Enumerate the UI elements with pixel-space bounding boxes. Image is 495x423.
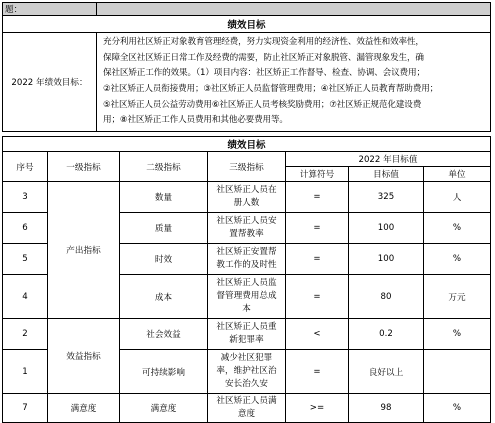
cell-level3 xyxy=(208,244,286,275)
cell-level3-line: 新犯罪率 xyxy=(229,335,264,345)
cell-level3 xyxy=(208,275,286,319)
cell-level3-line: 本 xyxy=(242,304,251,314)
cell-seq: 4 xyxy=(3,275,48,319)
cell-calc: = xyxy=(286,182,349,213)
cell-level3-line: 安长治久安 xyxy=(225,379,268,389)
cell-value: 325 xyxy=(349,182,424,213)
cell-unit: % xyxy=(424,213,491,244)
goal-table xyxy=(2,2,491,132)
header-target-group: 2022 年目标值 xyxy=(286,152,491,167)
goal-line: 用；⑧社区矫正工作人员费用和其他必要费用等。 xyxy=(103,115,288,126)
cell-level3 xyxy=(208,213,286,244)
cell-value: 80 xyxy=(349,275,424,319)
cell-calc: = xyxy=(286,213,349,244)
cell-value: 100 xyxy=(349,213,424,244)
group-satisfaction: 满意度 xyxy=(48,394,120,423)
indicator-table xyxy=(2,136,491,423)
gray-header-cell xyxy=(97,3,491,16)
cell-seq: 2 xyxy=(3,319,48,350)
table-row xyxy=(3,182,491,213)
cell-level3-line: 率，维护社区治 xyxy=(216,366,277,376)
header-calc: 计算符号 xyxy=(286,167,349,182)
cell-level2: 时效 xyxy=(120,244,208,275)
cell-level2: 数量 xyxy=(120,182,208,213)
table-row xyxy=(3,319,491,350)
header-seq: 序号 xyxy=(3,152,48,182)
cell-level3-line: 督管理费用总成 xyxy=(216,291,277,301)
cell-level2: 质量 xyxy=(120,213,208,244)
cell-level3-line: 教工作的及时性 xyxy=(216,260,277,270)
cell-level2: 可持续影响 xyxy=(120,350,208,394)
cell-calc: = xyxy=(286,244,349,275)
cell-seq: 1 xyxy=(3,350,48,394)
cell-unit: % xyxy=(424,319,491,350)
table-row xyxy=(3,394,491,423)
goal-line: 充分利用社区矫正对象教育管理经费，努力实现资金利用的经济性、效益性和效率性， xyxy=(103,37,424,48)
cell-level3-line: 册人数 xyxy=(233,198,260,208)
header-level3: 三级指标 xyxy=(208,152,286,182)
cell-calc: >= xyxy=(286,394,349,423)
header-value: 目标值 xyxy=(349,167,424,182)
cell-level3 xyxy=(208,350,286,394)
cell-level3-line: 减少社区犯罪 xyxy=(220,353,273,363)
cell-level3-line: 社区矫正人员重 xyxy=(216,322,277,332)
cell-level3-line: 社区矫正安置帮 xyxy=(216,247,277,257)
cell-level3-line: 社区矫正人员满 xyxy=(216,396,277,406)
cell-seq: 3 xyxy=(3,182,48,213)
cell-seq: 5 xyxy=(3,244,48,275)
cell-value: 100 xyxy=(349,244,424,275)
cell-value: 0.2 xyxy=(349,319,424,350)
cell-calc: = xyxy=(286,350,349,394)
goal-line: 保障全区社区矫正日常工作及经费的需要，防止社区矫正对象脱管、漏管现象发生，确 xyxy=(103,52,424,63)
label-cell-fragment: 题： xyxy=(3,3,97,16)
goal-year-label: 2022 年绩效目标： xyxy=(3,33,97,132)
cell-level3-line: 社区矫正人员监 xyxy=(216,278,277,288)
goal-section-title: 绩效目标 xyxy=(3,16,491,33)
cell-level2: 社会效益 xyxy=(120,319,208,350)
cell-calc: < xyxy=(286,319,349,350)
goal-line: ⑤社区矫正人员公益劳动费用⑥社区矫正人员考核奖励费用；⑦社区矫正规范化建设费 xyxy=(103,99,422,110)
cell-level3 xyxy=(208,394,286,423)
group-benefit: 效益指标 xyxy=(48,319,120,394)
indicator-table-title: 绩效目标 xyxy=(3,137,491,152)
cell-level3 xyxy=(208,182,286,213)
goal-line: ②社区矫正人员衔接费用；③社区矫正人员监督管理费用；④社区矫正人员教育帮助费用； xyxy=(103,84,439,94)
cell-unit: 万元 xyxy=(424,275,491,319)
cell-unit xyxy=(424,350,491,394)
cell-seq: 7 xyxy=(3,394,48,423)
header-level1: 一级指标 xyxy=(48,152,120,182)
goal-description xyxy=(97,33,491,132)
cell-level3-line: 社区矫正人员安 xyxy=(216,216,277,226)
cell-unit: % xyxy=(424,394,491,423)
goal-line: 保社区矫正工作的效果。（1）项目内容：社区矫正工作督导、检查、协调、会议费用； xyxy=(103,68,425,79)
cell-level2: 成本 xyxy=(120,275,208,319)
cell-value: 98 xyxy=(349,394,424,423)
header-level2: 二级指标 xyxy=(120,152,208,182)
cell-value: 良好以上 xyxy=(349,350,424,394)
cell-unit: % xyxy=(424,244,491,275)
cell-unit: 人 xyxy=(424,182,491,213)
cell-level3-line: 意度 xyxy=(237,409,256,419)
cell-level3 xyxy=(208,319,286,350)
cell-seq: 6 xyxy=(3,213,48,244)
cell-level2: 满意度 xyxy=(120,394,208,423)
cell-level3-line: 置帮教率 xyxy=(229,229,264,239)
cell-calc: = xyxy=(286,275,349,319)
group-output: 产出指标 xyxy=(48,182,120,319)
header-unit: 单位 xyxy=(424,167,491,182)
cell-level3-line: 社区矫正人员在 xyxy=(216,185,277,195)
